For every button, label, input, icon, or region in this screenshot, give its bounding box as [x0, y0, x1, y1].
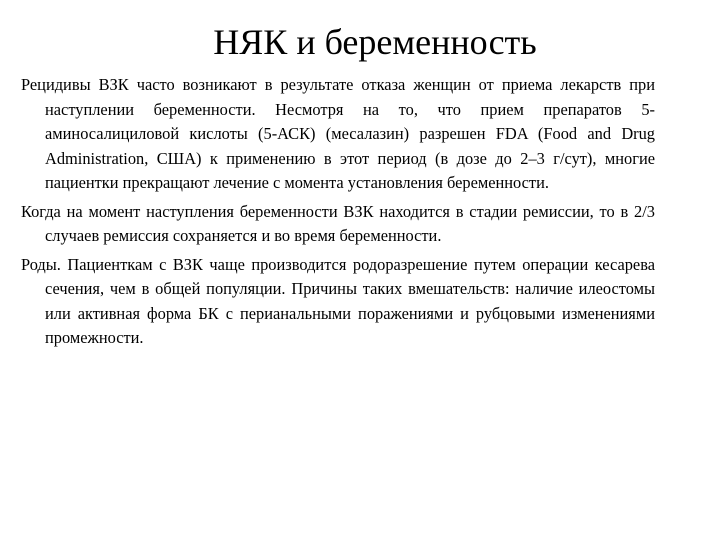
slide-body: [21, 73, 655, 355]
slide-title: НЯК и беременность: [213, 22, 537, 62]
paragraph-delivery: Роды. Пациенткам с ВЗК чаще производится родоразрешение путем операции кесарева сечения, чем в общей популяции. Причины таких вмешательств: наличие илеостомы или активная форма БК с перианальными поражениями и рубцовыми изменениями промежности.: [21, 254, 655, 347]
paragraph-remission: Когда на момент наступления беременности ВЗК находится в стадии ремиссии, то в 2/3 случаев ремиссия сохраняется и во время беременности.: [21, 201, 655, 245]
paragraph-relapse: Рецидивы ВЗК часто возникают в результате отказа женщин от приема лекарств при наступлении беременности. Несмотря на то, что прием препаратов 5-аминосалициловой кислоты (5-АСК) (месалазин) разрешен FDA (Food and Drug Administration, США) к применению в этот период (в дозе до 2–3 г/сут), многие пациентки прекращают лечение с момента установления беременности.: [21, 75, 655, 192]
